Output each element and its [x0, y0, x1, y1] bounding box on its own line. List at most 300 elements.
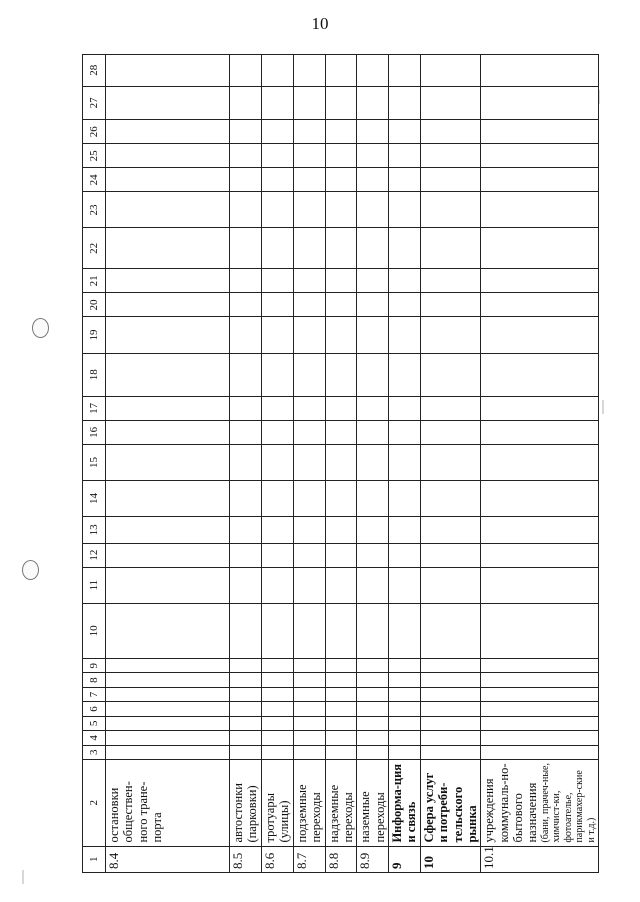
empty-data-cell	[293, 269, 325, 293]
empty-data-cell	[420, 317, 481, 353]
row-number-cell: 8.5	[230, 846, 262, 872]
empty-data-cell	[106, 481, 230, 517]
empty-data-cell	[389, 120, 421, 144]
empty-data-cell	[357, 731, 389, 745]
empty-data-cell	[261, 269, 293, 293]
empty-data-cell	[230, 86, 262, 120]
empty-data-cell	[357, 120, 389, 144]
row-name-text: Сфера услуг и потреби-тельского рынка	[421, 772, 479, 843]
empty-data-cell	[389, 144, 421, 168]
empty-data-cell	[106, 293, 230, 317]
empty-data-cell	[106, 168, 230, 192]
empty-data-cell	[389, 269, 421, 293]
empty-data-cell	[389, 293, 421, 317]
empty-data-cell	[357, 745, 389, 759]
empty-data-cell	[261, 293, 293, 317]
empty-data-cell	[389, 731, 421, 745]
empty-data-cell	[357, 673, 389, 687]
empty-data-cell	[261, 673, 293, 687]
empty-data-cell	[261, 86, 293, 120]
empty-data-cell	[481, 293, 599, 317]
row-name-cell	[106, 759, 230, 846]
empty-data-cell	[481, 86, 599, 120]
empty-data-cell	[261, 420, 293, 444]
empty-data-cell	[106, 567, 230, 603]
column-number-cell: 13	[83, 517, 106, 543]
empty-data-cell	[293, 481, 325, 517]
empty-data-cell	[293, 567, 325, 603]
empty-data-cell	[293, 444, 325, 480]
column-number-cell: 23	[83, 192, 106, 228]
table-row	[481, 55, 599, 873]
empty-data-cell	[420, 673, 481, 687]
empty-data-cell	[293, 603, 325, 658]
empty-data-cell	[420, 168, 481, 192]
punch-hole-icon	[22, 560, 39, 580]
empty-data-cell	[481, 168, 599, 192]
empty-data-cell	[325, 731, 357, 745]
empty-data-cell	[293, 673, 325, 687]
empty-data-cell	[389, 658, 421, 672]
row-name-text: надземные переходы	[326, 784, 355, 843]
empty-data-cell	[261, 567, 293, 603]
empty-data-cell	[481, 716, 599, 730]
empty-data-cell	[325, 144, 357, 168]
row-number-cell: 10.1	[481, 846, 599, 872]
empty-data-cell	[389, 702, 421, 716]
row-name-text: автостонки (парковки)	[231, 783, 260, 843]
row-name-cell	[325, 759, 357, 846]
empty-data-cell	[293, 687, 325, 701]
empty-data-cell	[420, 192, 481, 228]
row-number-cell: 9	[389, 846, 421, 872]
column-number-cell: 5	[83, 716, 106, 730]
empty-data-cell	[389, 192, 421, 228]
empty-data-cell	[325, 293, 357, 317]
empty-data-cell	[389, 55, 421, 87]
empty-data-cell	[420, 353, 481, 396]
column-number-cell: 12	[83, 543, 106, 567]
row-name-text: тротуары (улицы)	[262, 793, 292, 843]
empty-data-cell	[420, 543, 481, 567]
column-number-cell: 8	[83, 673, 106, 687]
empty-data-cell	[357, 543, 389, 567]
empty-data-cell	[230, 567, 262, 603]
row-name-text: наземные переходы	[358, 791, 387, 843]
table-row	[106, 55, 230, 873]
empty-data-cell	[230, 745, 262, 759]
column-number-cell: 17	[83, 396, 106, 420]
empty-data-cell	[230, 168, 262, 192]
empty-data-cell	[325, 353, 357, 396]
row-name-cell	[389, 759, 421, 846]
row-name-text: подземные переходы	[294, 784, 324, 843]
empty-data-cell	[293, 745, 325, 759]
empty-data-cell	[481, 567, 599, 603]
empty-data-cell	[357, 567, 389, 603]
empty-data-cell	[261, 396, 293, 420]
column-number-cell: 3	[83, 745, 106, 759]
row-number-cell: 8.6	[261, 846, 293, 872]
empty-data-cell	[357, 317, 389, 353]
row-number-cell: 10	[420, 846, 481, 872]
table-row	[325, 55, 357, 873]
empty-data-cell	[230, 293, 262, 317]
column-number-cell: 7	[83, 687, 106, 701]
column-number-cell: 28	[83, 55, 106, 87]
empty-data-cell	[357, 228, 389, 269]
empty-data-cell	[481, 702, 599, 716]
empty-data-cell	[389, 481, 421, 517]
empty-data-cell	[106, 673, 230, 687]
empty-data-cell	[325, 517, 357, 543]
empty-data-cell	[389, 673, 421, 687]
empty-data-cell	[230, 444, 262, 480]
empty-data-cell	[261, 731, 293, 745]
empty-data-cell	[420, 702, 481, 716]
empty-data-cell	[293, 353, 325, 396]
empty-data-cell	[261, 603, 293, 658]
empty-data-cell	[325, 658, 357, 672]
empty-data-cell	[389, 745, 421, 759]
empty-data-cell	[293, 228, 325, 269]
scan-speck	[22, 870, 24, 884]
empty-data-cell	[230, 702, 262, 716]
empty-data-cell	[261, 658, 293, 672]
column-number-cell: 11	[83, 567, 106, 603]
empty-data-cell	[261, 687, 293, 701]
empty-data-cell	[230, 481, 262, 517]
column-number-cell: 21	[83, 269, 106, 293]
empty-data-cell	[357, 293, 389, 317]
empty-data-cell	[293, 731, 325, 745]
empty-data-cell	[106, 716, 230, 730]
empty-data-cell	[230, 192, 262, 228]
empty-data-cell	[357, 269, 389, 293]
column-number-cell: 19	[83, 317, 106, 353]
empty-data-cell	[325, 168, 357, 192]
empty-data-cell	[357, 444, 389, 480]
empty-data-cell	[389, 353, 421, 396]
empty-data-cell	[357, 396, 389, 420]
empty-data-cell	[481, 687, 599, 701]
empty-data-cell	[325, 396, 357, 420]
empty-data-cell	[325, 567, 357, 603]
empty-data-cell	[325, 745, 357, 759]
empty-data-cell	[230, 228, 262, 269]
empty-data-cell	[389, 444, 421, 480]
empty-data-cell	[481, 396, 599, 420]
empty-data-cell	[261, 444, 293, 480]
empty-data-cell	[293, 543, 325, 567]
column-number-cell: 9	[83, 658, 106, 672]
empty-data-cell	[420, 731, 481, 745]
empty-data-cell	[106, 228, 230, 269]
table-row	[293, 55, 325, 873]
empty-data-cell	[389, 86, 421, 120]
empty-data-cell	[420, 55, 481, 87]
empty-data-cell	[293, 144, 325, 168]
empty-data-cell	[261, 317, 293, 353]
empty-data-cell	[420, 120, 481, 144]
empty-data-cell	[357, 687, 389, 701]
empty-data-cell	[230, 716, 262, 730]
empty-data-cell	[293, 716, 325, 730]
empty-data-cell	[293, 120, 325, 144]
row-name-text: учреждения коммуналь-но-бытового назначения	[482, 763, 540, 843]
empty-data-cell	[230, 673, 262, 687]
empty-data-cell	[325, 269, 357, 293]
empty-data-cell	[261, 517, 293, 543]
empty-data-cell	[420, 269, 481, 293]
empty-data-cell	[420, 603, 481, 658]
empty-data-cell	[325, 481, 357, 517]
column-number-cell: 20	[83, 293, 106, 317]
page-number: 10	[311, 14, 329, 33]
column-number-cell: 14	[83, 481, 106, 517]
empty-data-cell	[481, 673, 599, 687]
scan-speck	[602, 400, 604, 414]
empty-data-cell	[230, 543, 262, 567]
empty-data-cell	[389, 317, 421, 353]
empty-data-cell	[389, 543, 421, 567]
empty-data-cell	[357, 716, 389, 730]
empty-data-cell	[106, 543, 230, 567]
empty-data-cell	[481, 745, 599, 759]
empty-data-cell	[357, 517, 389, 543]
row-name-cell	[230, 759, 262, 846]
empty-data-cell	[420, 716, 481, 730]
empty-data-cell	[481, 317, 599, 353]
empty-data-cell	[325, 420, 357, 444]
empty-data-cell	[481, 517, 599, 543]
row-name-cell	[261, 759, 293, 846]
empty-data-cell	[230, 687, 262, 701]
column-number-cell: 6	[83, 702, 106, 716]
empty-data-cell	[389, 716, 421, 730]
empty-data-cell	[261, 716, 293, 730]
empty-data-cell	[230, 120, 262, 144]
empty-data-cell	[389, 687, 421, 701]
empty-data-cell	[261, 353, 293, 396]
empty-data-cell	[357, 420, 389, 444]
empty-data-cell	[481, 731, 599, 745]
empty-data-cell	[230, 517, 262, 543]
empty-data-cell	[325, 603, 357, 658]
empty-data-cell	[325, 228, 357, 269]
empty-data-cell	[261, 55, 293, 87]
empty-data-cell	[357, 168, 389, 192]
empty-data-cell	[420, 745, 481, 759]
empty-data-cell	[481, 55, 599, 87]
empty-data-cell	[357, 603, 389, 658]
column-number-cell: 27	[83, 86, 106, 120]
empty-data-cell	[261, 144, 293, 168]
empty-data-cell	[261, 702, 293, 716]
empty-data-cell	[293, 702, 325, 716]
empty-data-cell	[325, 543, 357, 567]
column-number-cell: 26	[83, 120, 106, 144]
column-number-cell: 1	[83, 846, 106, 872]
empty-data-cell	[106, 86, 230, 120]
row-name-cell	[293, 759, 325, 846]
empty-data-cell	[481, 543, 599, 567]
column-number-cell: 24	[83, 168, 106, 192]
empty-data-cell	[420, 86, 481, 120]
empty-data-cell	[420, 658, 481, 672]
empty-data-cell	[261, 481, 293, 517]
row-number-cell: 8.8	[325, 846, 357, 872]
data-table	[82, 54, 599, 873]
row-number-cell: 8.9	[357, 846, 389, 872]
empty-data-cell	[481, 228, 599, 269]
empty-data-cell	[106, 444, 230, 480]
empty-data-cell	[389, 567, 421, 603]
empty-data-cell	[261, 192, 293, 228]
empty-data-cell	[106, 658, 230, 672]
empty-data-cell	[420, 567, 481, 603]
empty-data-cell	[481, 481, 599, 517]
column-number-cell: 2	[83, 759, 106, 846]
empty-data-cell	[325, 317, 357, 353]
empty-data-cell	[293, 658, 325, 672]
row-name-cell	[420, 759, 481, 846]
empty-data-cell	[293, 86, 325, 120]
empty-data-cell	[261, 543, 293, 567]
empty-data-cell	[420, 481, 481, 517]
empty-data-cell	[325, 86, 357, 120]
table-row	[357, 55, 389, 873]
table-row	[389, 55, 421, 873]
empty-data-cell	[420, 293, 481, 317]
table-row	[230, 55, 262, 873]
empty-data-cell	[481, 603, 599, 658]
empty-data-cell	[293, 396, 325, 420]
empty-data-cell	[293, 192, 325, 228]
empty-data-cell	[325, 702, 357, 716]
empty-data-cell	[106, 55, 230, 87]
row-note-text: (бани, прачеч-ные, химчист-ки, фотоателье, парикмахер-ские и т.д.)	[539, 763, 597, 843]
column-number-row	[83, 55, 106, 873]
empty-data-cell	[420, 144, 481, 168]
empty-data-cell	[230, 731, 262, 745]
empty-data-cell	[106, 144, 230, 168]
empty-data-cell	[230, 603, 262, 658]
column-number-cell: 22	[83, 228, 106, 269]
empty-data-cell	[106, 420, 230, 444]
empty-data-cell	[389, 396, 421, 420]
empty-data-cell	[230, 144, 262, 168]
empty-data-cell	[481, 658, 599, 672]
empty-data-cell	[420, 517, 481, 543]
column-number-cell: 4	[83, 731, 106, 745]
empty-data-cell	[325, 192, 357, 228]
empty-data-cell	[293, 517, 325, 543]
empty-data-cell	[325, 716, 357, 730]
empty-data-cell	[420, 228, 481, 269]
empty-data-cell	[357, 192, 389, 228]
empty-data-cell	[293, 168, 325, 192]
empty-data-cell	[293, 420, 325, 444]
empty-data-cell	[293, 55, 325, 87]
empty-data-cell	[106, 731, 230, 745]
empty-data-cell	[293, 317, 325, 353]
empty-data-cell	[106, 317, 230, 353]
empty-data-cell	[389, 603, 421, 658]
empty-data-cell	[293, 293, 325, 317]
empty-data-cell	[230, 317, 262, 353]
empty-data-cell	[481, 353, 599, 396]
empty-data-cell	[106, 269, 230, 293]
empty-data-cell	[357, 481, 389, 517]
row-name-text: остановки обществен-ного тране-порта	[107, 781, 165, 843]
empty-data-cell	[357, 702, 389, 716]
table-row	[261, 55, 293, 873]
empty-data-cell	[357, 55, 389, 87]
empty-data-cell	[230, 396, 262, 420]
empty-data-cell	[389, 420, 421, 444]
empty-data-cell	[261, 745, 293, 759]
empty-data-cell	[481, 144, 599, 168]
empty-data-cell	[106, 687, 230, 701]
empty-data-cell	[357, 658, 389, 672]
empty-data-cell	[420, 687, 481, 701]
empty-data-cell	[481, 120, 599, 144]
empty-data-cell	[389, 228, 421, 269]
empty-data-cell	[420, 420, 481, 444]
row-name-cell	[357, 759, 389, 846]
empty-data-cell	[261, 228, 293, 269]
empty-data-cell	[325, 687, 357, 701]
empty-data-cell	[261, 120, 293, 144]
empty-data-cell	[230, 420, 262, 444]
row-number-cell: 8.4	[106, 846, 230, 872]
column-number-cell: 18	[83, 353, 106, 396]
empty-data-cell	[481, 420, 599, 444]
column-number-cell: 25	[83, 144, 106, 168]
empty-data-cell	[389, 168, 421, 192]
empty-data-cell	[106, 396, 230, 420]
punch-hole-icon	[32, 318, 49, 338]
rotated-table-frame	[82, 54, 597, 873]
empty-data-cell	[106, 353, 230, 396]
empty-data-cell	[230, 269, 262, 293]
empty-data-cell	[420, 396, 481, 420]
empty-data-cell	[357, 86, 389, 120]
empty-data-cell	[261, 168, 293, 192]
column-number-cell: 10	[83, 603, 106, 658]
empty-data-cell	[325, 55, 357, 87]
empty-data-cell	[106, 192, 230, 228]
empty-data-cell	[106, 120, 230, 144]
table-row	[420, 55, 481, 873]
empty-data-cell	[106, 702, 230, 716]
empty-data-cell	[481, 192, 599, 228]
empty-data-cell	[106, 745, 230, 759]
empty-data-cell	[481, 444, 599, 480]
empty-data-cell	[106, 603, 230, 658]
row-number-cell: 8.7	[293, 846, 325, 872]
column-number-cell: 15	[83, 444, 106, 480]
empty-data-cell	[389, 517, 421, 543]
row-name-cell	[481, 759, 599, 846]
empty-data-cell	[357, 353, 389, 396]
row-name-text: Информа-ция и связь	[390, 763, 419, 843]
empty-data-cell	[325, 444, 357, 480]
empty-data-cell	[106, 517, 230, 543]
column-number-cell: 16	[83, 420, 106, 444]
empty-data-cell	[420, 444, 481, 480]
